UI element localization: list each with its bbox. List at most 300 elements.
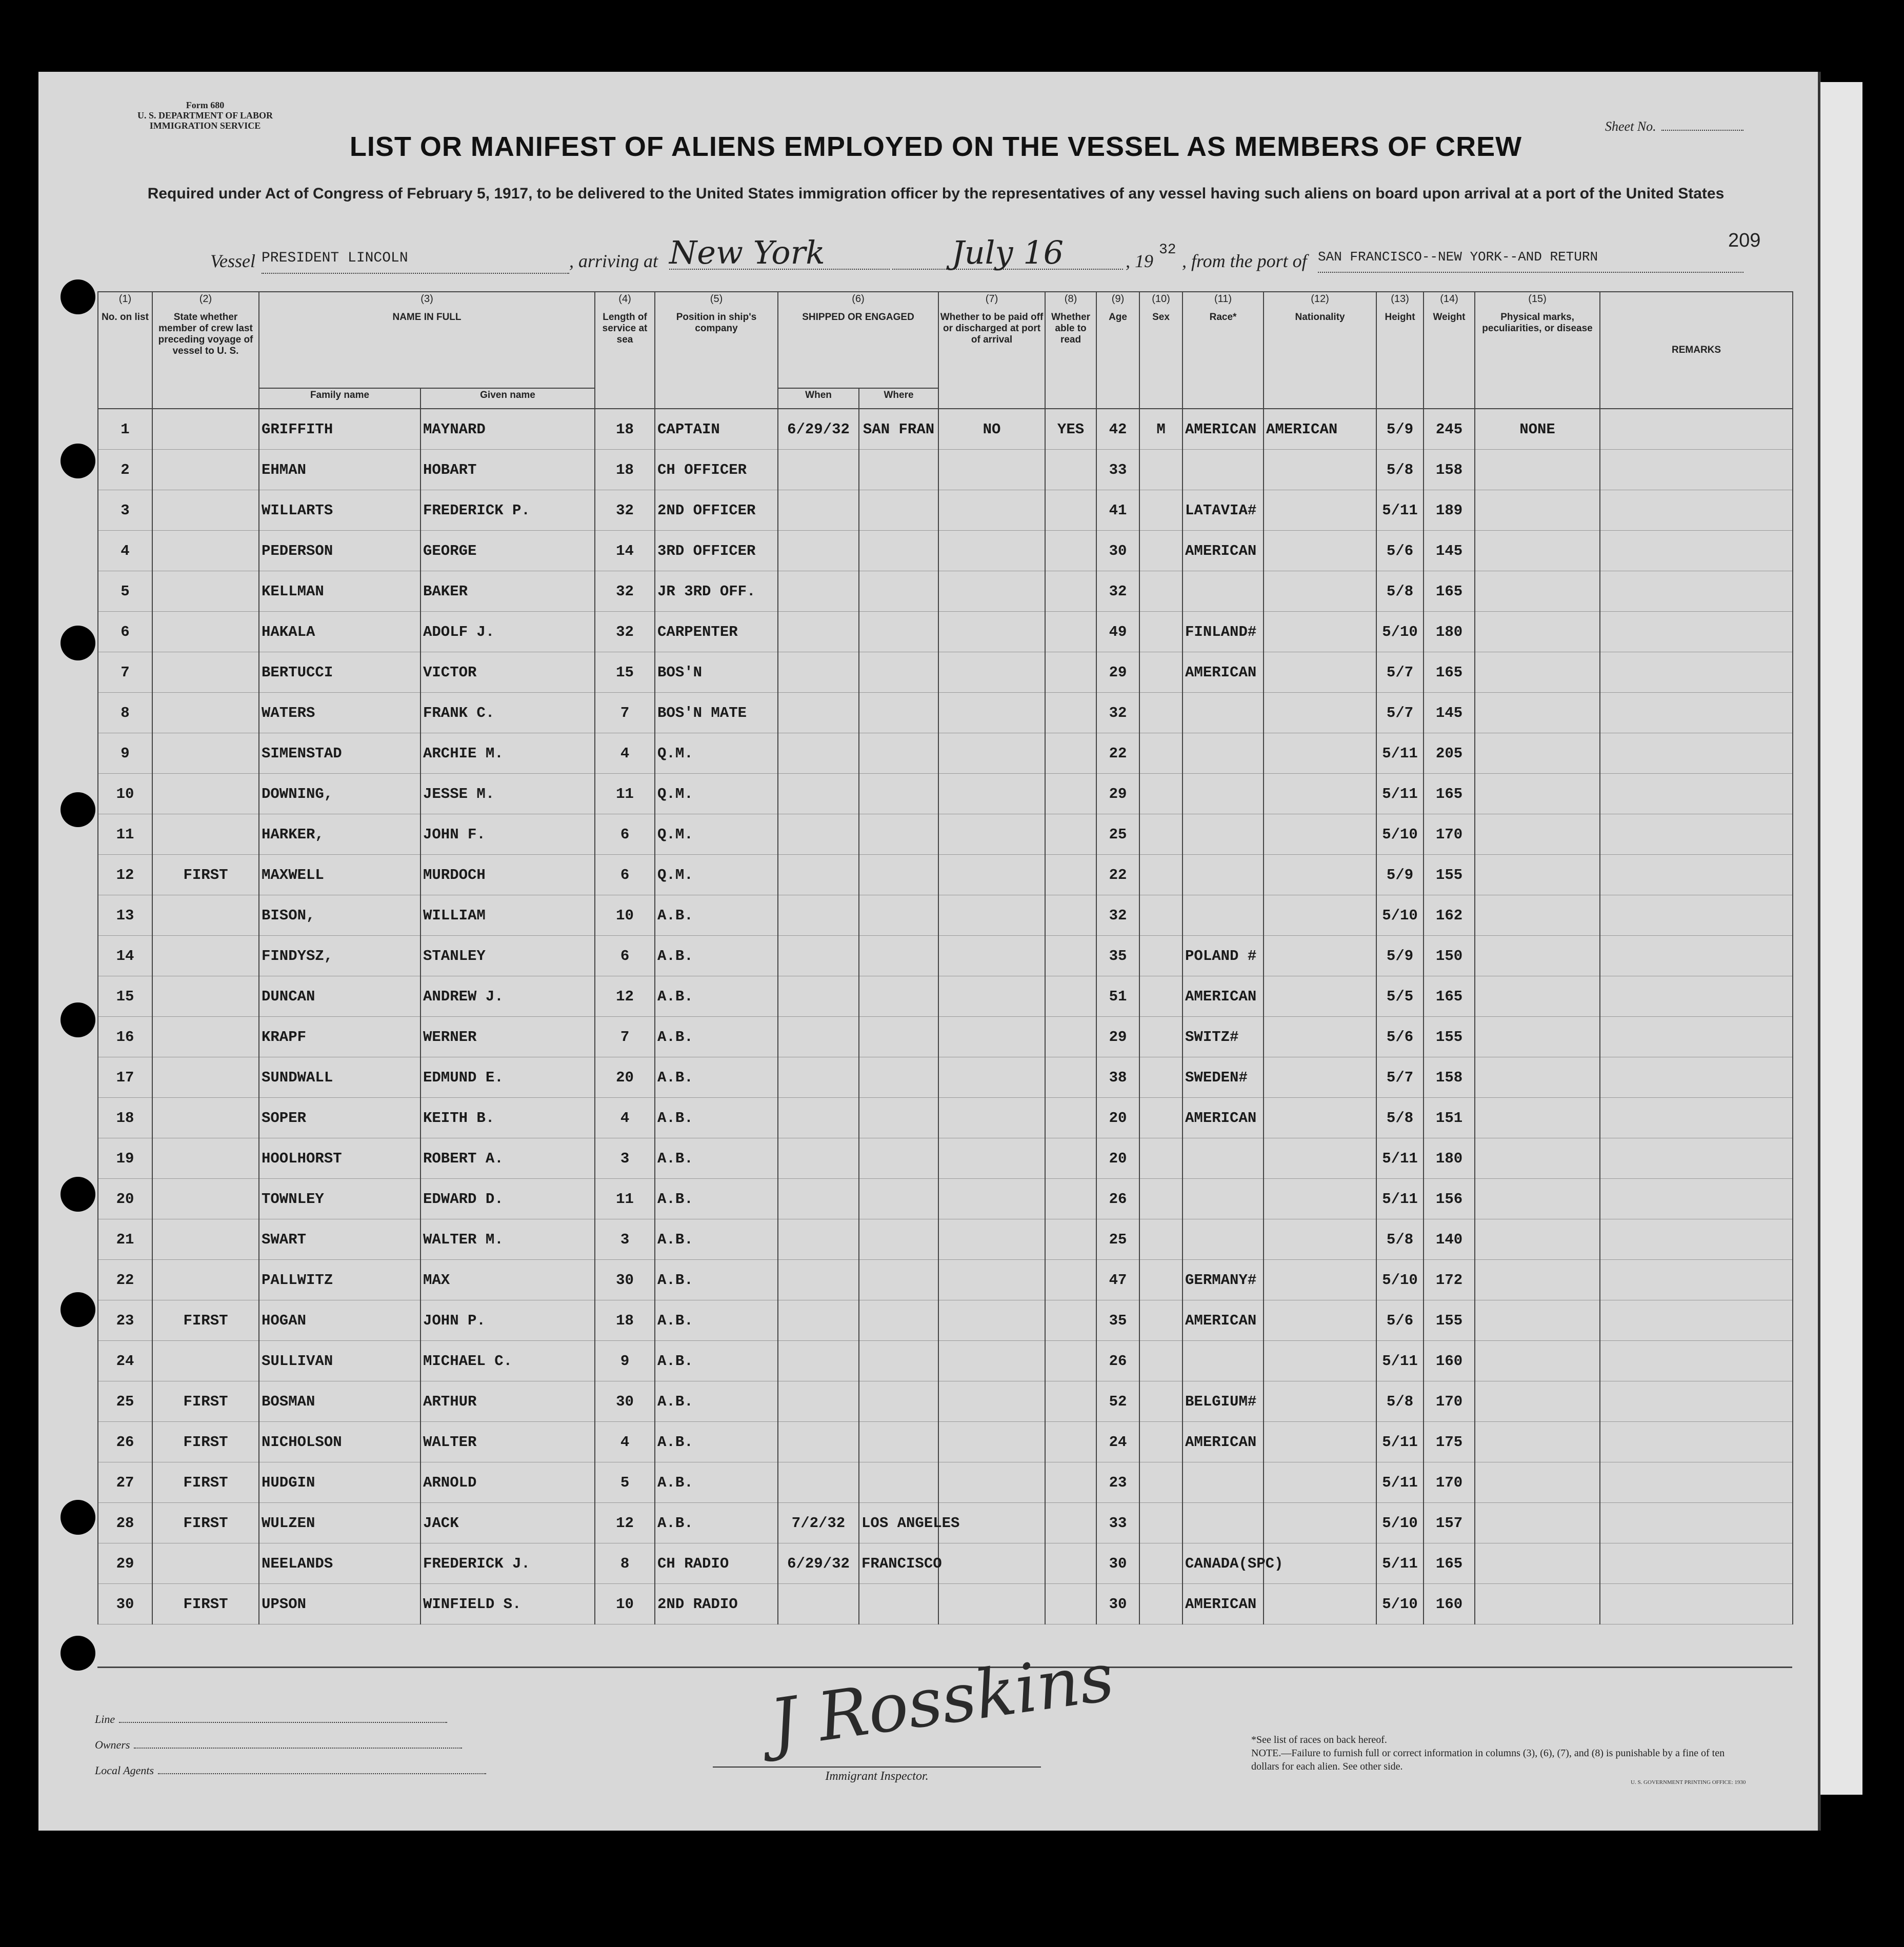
cell-where: FRANCISCO bbox=[859, 1543, 938, 1584]
cell-no: 27 bbox=[98, 1462, 152, 1503]
page-title: LIST OR MANIFEST OF ALIENS EMPLOYED ON THE VESSEL AS MEMBERS OF CREW bbox=[349, 131, 1522, 162]
cell-race bbox=[1183, 693, 1264, 733]
cell-marks bbox=[1475, 1098, 1600, 1138]
cell-where bbox=[859, 612, 938, 652]
cell-no: 9 bbox=[98, 733, 152, 774]
cell-family: BOSMAN bbox=[259, 1381, 420, 1422]
cell-prior bbox=[152, 490, 259, 531]
cell-remarks bbox=[1600, 1341, 1793, 1381]
cell-race: AMERICAN bbox=[1183, 531, 1264, 571]
col-num: (11) bbox=[1214, 293, 1232, 305]
cell-read bbox=[1045, 1422, 1096, 1462]
cell-family: HUDGIN bbox=[259, 1462, 420, 1503]
cell-when bbox=[778, 1017, 859, 1057]
cell-prior bbox=[152, 693, 259, 733]
cell-prior bbox=[152, 1260, 259, 1300]
cell-prior bbox=[152, 733, 259, 774]
cell-weight: 170 bbox=[1424, 1381, 1475, 1422]
cell-weight: 175 bbox=[1424, 1422, 1475, 1462]
cell-age: 35 bbox=[1096, 1300, 1139, 1341]
cell-read bbox=[1045, 1138, 1096, 1179]
cell-read bbox=[1045, 1543, 1096, 1584]
cell-no: 11 bbox=[98, 814, 152, 855]
cell-when bbox=[778, 1300, 859, 1341]
cell-marks bbox=[1475, 571, 1600, 612]
cell-sex bbox=[1139, 976, 1183, 1017]
cell-given: WILLIAM bbox=[420, 895, 595, 936]
printer-imprint: U. S. GOVERNMENT PRINTING OFFICE: 1930 bbox=[1631, 1779, 1746, 1785]
cell-race bbox=[1183, 733, 1264, 774]
cell-position: 2ND OFFICER bbox=[655, 490, 778, 531]
cell-weight: 145 bbox=[1424, 531, 1475, 571]
cell-read bbox=[1045, 1179, 1096, 1219]
col-header-shipped bbox=[778, 292, 938, 388]
cell-where bbox=[859, 936, 938, 976]
cell-height: 5/8 bbox=[1376, 1098, 1424, 1138]
cell-service: 7 bbox=[595, 1017, 655, 1057]
cell-race bbox=[1183, 571, 1264, 612]
cell-no: 18 bbox=[98, 1098, 152, 1138]
cell-given: GEORGE bbox=[420, 531, 595, 571]
cell-service: 32 bbox=[595, 571, 655, 612]
cell-prior bbox=[152, 571, 259, 612]
table-row bbox=[98, 1584, 1793, 1624]
cell-sex bbox=[1139, 1543, 1183, 1584]
cell-race: BELGIUM# bbox=[1183, 1381, 1264, 1422]
cell-age: 29 bbox=[1096, 1017, 1139, 1057]
cell-paid bbox=[938, 450, 1045, 490]
cell-paid bbox=[938, 693, 1045, 733]
cell-service: 15 bbox=[595, 652, 655, 693]
cell-no: 22 bbox=[98, 1260, 152, 1300]
table-row bbox=[98, 733, 1793, 774]
cell-age: 32 bbox=[1096, 571, 1139, 612]
cell-age: 35 bbox=[1096, 936, 1139, 976]
cell-prior bbox=[152, 1138, 259, 1179]
cell-age: 33 bbox=[1096, 450, 1139, 490]
cell-family: EHMAN bbox=[259, 450, 420, 490]
cell-height: 5/10 bbox=[1376, 895, 1424, 936]
form-line: IMMIGRATION SERVICE bbox=[149, 121, 261, 131]
cell-nationality bbox=[1264, 1260, 1376, 1300]
cell-when bbox=[778, 1179, 859, 1219]
cell-paid bbox=[938, 814, 1045, 855]
cell-nationality bbox=[1264, 1584, 1376, 1624]
cell-marks bbox=[1475, 1341, 1600, 1381]
table-row bbox=[98, 1300, 1793, 1341]
cell-marks bbox=[1475, 1584, 1600, 1624]
cell-nationality bbox=[1264, 571, 1376, 612]
cell-marks bbox=[1475, 895, 1600, 936]
arrival-date: July 16 bbox=[892, 234, 1123, 270]
cell-family: HAKALA bbox=[259, 612, 420, 652]
cell-sex bbox=[1139, 450, 1183, 490]
cell-race: AMERICAN bbox=[1183, 409, 1264, 450]
cell-age: 47 bbox=[1096, 1260, 1139, 1300]
cell-position: Q.M. bbox=[655, 774, 778, 814]
cell-service: 10 bbox=[595, 895, 655, 936]
cell-where bbox=[859, 1017, 938, 1057]
cell-family: HOGAN bbox=[259, 1300, 420, 1341]
table-row bbox=[98, 1462, 1793, 1503]
cell-remarks bbox=[1600, 936, 1793, 976]
cell-weight: 165 bbox=[1424, 976, 1475, 1017]
cell-given: WALTER bbox=[420, 1422, 595, 1462]
cell-marks bbox=[1475, 1260, 1600, 1300]
col-num: (14) bbox=[1440, 293, 1458, 305]
cell-race bbox=[1183, 1219, 1264, 1260]
cell-marks bbox=[1475, 976, 1600, 1017]
cell-service: 10 bbox=[595, 1584, 655, 1624]
footer-agents-field bbox=[95, 1764, 486, 1777]
cell-nationality bbox=[1264, 1462, 1376, 1503]
cell-no: 12 bbox=[98, 855, 152, 895]
table-row bbox=[98, 490, 1793, 531]
cell-read bbox=[1045, 936, 1096, 976]
cell-when bbox=[778, 1057, 859, 1098]
cell-marks bbox=[1475, 1219, 1600, 1260]
cell-position: 2ND RADIO bbox=[655, 1584, 778, 1624]
cell-given: WINFIELD S. bbox=[420, 1584, 595, 1624]
cell-sex bbox=[1139, 1503, 1183, 1543]
cell-position: A.B. bbox=[655, 1462, 778, 1503]
cell-sex bbox=[1139, 693, 1183, 733]
cell-age: 20 bbox=[1096, 1098, 1139, 1138]
cell-sex bbox=[1139, 652, 1183, 693]
cell-service: 6 bbox=[595, 814, 655, 855]
col-header-no bbox=[98, 292, 152, 409]
cell-marks bbox=[1475, 936, 1600, 976]
cell-paid bbox=[938, 1260, 1045, 1300]
cell-paid bbox=[938, 774, 1045, 814]
cell-age: 33 bbox=[1096, 1503, 1139, 1543]
cell-family: FINDYSZ, bbox=[259, 936, 420, 976]
cell-service: 11 bbox=[595, 774, 655, 814]
cell-prior bbox=[152, 895, 259, 936]
cell-when bbox=[778, 936, 859, 976]
cell-sex bbox=[1139, 612, 1183, 652]
cell-race: GERMANY# bbox=[1183, 1260, 1264, 1300]
col-header-weight bbox=[1424, 292, 1475, 409]
cell-given: STANLEY bbox=[420, 936, 595, 976]
cell-family: PALLWITZ bbox=[259, 1260, 420, 1300]
cell-prior: FIRST bbox=[152, 1381, 259, 1422]
cell-paid bbox=[938, 652, 1045, 693]
cell-nationality bbox=[1264, 895, 1376, 936]
cell-service: 4 bbox=[595, 1422, 655, 1462]
table-row bbox=[98, 531, 1793, 571]
col-num: (7) bbox=[985, 293, 998, 305]
cell-family: GRIFFITH bbox=[259, 409, 420, 450]
cell-race: AMERICAN bbox=[1183, 1098, 1264, 1138]
cell-nationality bbox=[1264, 855, 1376, 895]
cell-read bbox=[1045, 490, 1096, 531]
cell-position: Q.M. bbox=[655, 733, 778, 774]
cell-where bbox=[859, 1422, 938, 1462]
cell-marks bbox=[1475, 855, 1600, 895]
table-row bbox=[98, 571, 1793, 612]
cell-read bbox=[1045, 571, 1096, 612]
cell-paid bbox=[938, 490, 1045, 531]
cell-prior: FIRST bbox=[152, 1462, 259, 1503]
cell-marks bbox=[1475, 1179, 1600, 1219]
cell-no: 20 bbox=[98, 1179, 152, 1219]
cell-no: 17 bbox=[98, 1057, 152, 1098]
cell-service: 12 bbox=[595, 1503, 655, 1543]
cell-given: ARTHUR bbox=[420, 1381, 595, 1422]
cell-weight: 189 bbox=[1424, 490, 1475, 531]
binder-hole bbox=[61, 792, 95, 827]
col-header-where: Where bbox=[859, 388, 938, 409]
cell-where bbox=[859, 895, 938, 936]
col-header-age bbox=[1096, 292, 1139, 409]
cell-race bbox=[1183, 450, 1264, 490]
cell-race bbox=[1183, 1138, 1264, 1179]
binder-hole bbox=[61, 1636, 95, 1671]
cell-no: 10 bbox=[98, 774, 152, 814]
cell-position: A.B. bbox=[655, 1017, 778, 1057]
table-row bbox=[98, 1179, 1793, 1219]
cell-service: 9 bbox=[595, 1341, 655, 1381]
cell-age: 30 bbox=[1096, 1584, 1139, 1624]
cell-no: 14 bbox=[98, 936, 152, 976]
cell-height: 5/11 bbox=[1376, 1543, 1424, 1584]
table-row bbox=[98, 814, 1793, 855]
year-suffix: 32 bbox=[1159, 242, 1176, 258]
cell-weight: 158 bbox=[1424, 450, 1475, 490]
cell-service: 30 bbox=[595, 1381, 655, 1422]
cell-service: 30 bbox=[595, 1260, 655, 1300]
cell-where: SAN FRAN bbox=[859, 409, 938, 450]
cell-when bbox=[778, 733, 859, 774]
cell-position: A.B. bbox=[655, 1260, 778, 1300]
cell-age: 32 bbox=[1096, 895, 1139, 936]
cell-given: ROBERT A. bbox=[420, 1138, 595, 1179]
cell-sex bbox=[1139, 1381, 1183, 1422]
col-num: (4) bbox=[618, 293, 631, 305]
cell-marks bbox=[1475, 1422, 1600, 1462]
cell-given: FREDERICK J. bbox=[420, 1543, 595, 1584]
cell-race: AMERICAN bbox=[1183, 1584, 1264, 1624]
cell-age: 52 bbox=[1096, 1381, 1139, 1422]
cell-nationality bbox=[1264, 1098, 1376, 1138]
table-row bbox=[98, 652, 1793, 693]
cell-given: MAYNARD bbox=[420, 409, 595, 450]
cell-prior bbox=[152, 1219, 259, 1260]
cell-read bbox=[1045, 1503, 1096, 1543]
cell-where bbox=[859, 1179, 938, 1219]
col-label: No. on list bbox=[102, 312, 149, 323]
races-note: *See list of races on back hereof. bbox=[1251, 1734, 1387, 1745]
cell-height: 5/7 bbox=[1376, 652, 1424, 693]
cell-family: SOPER bbox=[259, 1098, 420, 1138]
table-row bbox=[98, 693, 1793, 733]
cell-sex bbox=[1139, 1422, 1183, 1462]
form-number bbox=[103, 100, 308, 131]
cell-paid bbox=[938, 1422, 1045, 1462]
table-row bbox=[98, 1098, 1793, 1138]
cell-sex bbox=[1139, 1098, 1183, 1138]
col-num: (9) bbox=[1111, 293, 1125, 305]
inspector-signature: J Rosskins bbox=[765, 1637, 1119, 1763]
cell-where bbox=[859, 693, 938, 733]
cell-service: 6 bbox=[595, 855, 655, 895]
binder-hole bbox=[61, 1500, 95, 1535]
cell-remarks bbox=[1600, 409, 1793, 450]
cell-height: 5/10 bbox=[1376, 814, 1424, 855]
cell-where bbox=[859, 531, 938, 571]
cell-read bbox=[1045, 652, 1096, 693]
cell-when bbox=[778, 450, 859, 490]
cell-height: 5/10 bbox=[1376, 1260, 1424, 1300]
cell-sex bbox=[1139, 895, 1183, 936]
cell-paid bbox=[938, 1098, 1045, 1138]
cell-height: 5/8 bbox=[1376, 450, 1424, 490]
col-num: (3) bbox=[420, 293, 433, 305]
cell-service: 5 bbox=[595, 1462, 655, 1503]
cell-position: CARPENTER bbox=[655, 612, 778, 652]
col-header-when: When bbox=[778, 388, 859, 409]
cell-when bbox=[778, 895, 859, 936]
cell-weight: 157 bbox=[1424, 1503, 1475, 1543]
cell-family: DUNCAN bbox=[259, 976, 420, 1017]
table-row bbox=[98, 976, 1793, 1017]
cell-weight: 160 bbox=[1424, 1584, 1475, 1624]
col-label: Whether able to read bbox=[1051, 312, 1091, 345]
cell-remarks bbox=[1600, 733, 1793, 774]
cell-prior bbox=[152, 936, 259, 976]
cell-nationality bbox=[1264, 774, 1376, 814]
cell-marks bbox=[1475, 531, 1600, 571]
col-label: Physical marks, peculiarities, or disease bbox=[1482, 312, 1593, 334]
cell-service: 18 bbox=[595, 450, 655, 490]
cell-when bbox=[778, 814, 859, 855]
col-label: Position in ship's company bbox=[676, 312, 757, 334]
cell-marks bbox=[1475, 774, 1600, 814]
cell-when: 6/29/32 bbox=[778, 409, 859, 450]
binder-hole bbox=[61, 444, 95, 478]
footer-line-field bbox=[95, 1713, 447, 1726]
cell-given: JESSE M. bbox=[420, 774, 595, 814]
cell-when bbox=[778, 693, 859, 733]
cell-weight: 205 bbox=[1424, 733, 1475, 774]
cell-remarks bbox=[1600, 1381, 1793, 1422]
col-header-family: Family name bbox=[259, 388, 420, 409]
col-header-nationality bbox=[1264, 292, 1376, 409]
cell-paid bbox=[938, 531, 1045, 571]
agents-blank bbox=[158, 1773, 486, 1774]
cell-position: A.B. bbox=[655, 1138, 778, 1179]
cell-marks bbox=[1475, 490, 1600, 531]
cell-remarks bbox=[1600, 1584, 1793, 1624]
cell-position: A.B. bbox=[655, 1179, 778, 1219]
cell-sex bbox=[1139, 490, 1183, 531]
cell-nationality bbox=[1264, 1300, 1376, 1341]
cell-when bbox=[778, 490, 859, 531]
col-num: (6) bbox=[852, 293, 865, 305]
owners-label: Owners bbox=[95, 1738, 130, 1751]
cell-sex bbox=[1139, 1179, 1183, 1219]
cell-where bbox=[859, 855, 938, 895]
cell-race: AMERICAN bbox=[1183, 1422, 1264, 1462]
col-label: REMARKS bbox=[1672, 345, 1721, 355]
cell-weight: 180 bbox=[1424, 612, 1475, 652]
cell-marks bbox=[1475, 733, 1600, 774]
cell-remarks bbox=[1600, 1017, 1793, 1057]
cell-position: A.B. bbox=[655, 1422, 778, 1462]
cell-family: NICHOLSON bbox=[259, 1422, 420, 1462]
cell-where bbox=[859, 1057, 938, 1098]
cell-no: 13 bbox=[98, 895, 152, 936]
cell-where bbox=[859, 1138, 938, 1179]
cell-read bbox=[1045, 1098, 1096, 1138]
cell-marks bbox=[1475, 693, 1600, 733]
cell-service: 6 bbox=[595, 936, 655, 976]
cell-sex bbox=[1139, 1017, 1183, 1057]
cell-race: CANADA(SPC) bbox=[1183, 1543, 1264, 1584]
cell-weight: 158 bbox=[1424, 1057, 1475, 1098]
cell-position: JR 3RD OFF. bbox=[655, 571, 778, 612]
cell-read bbox=[1045, 693, 1096, 733]
col-label: State whether member of crew last preceding voyage of vessel to U. S. bbox=[158, 312, 253, 356]
cell-nationality bbox=[1264, 612, 1376, 652]
cell-position: CH RADIO bbox=[655, 1543, 778, 1584]
cell-height: 5/10 bbox=[1376, 1584, 1424, 1624]
cell-sex bbox=[1139, 1462, 1183, 1503]
cell-position: BOS'N MATE bbox=[655, 693, 778, 733]
cell-given: EDWARD D. bbox=[420, 1179, 595, 1219]
cell-prior bbox=[152, 814, 259, 855]
cell-read bbox=[1045, 774, 1096, 814]
cell-given: KEITH B. bbox=[420, 1098, 595, 1138]
table-row bbox=[98, 1422, 1793, 1462]
cell-read bbox=[1045, 733, 1096, 774]
footer-owners-field bbox=[95, 1738, 462, 1752]
cell-paid bbox=[938, 612, 1045, 652]
cell-service: 18 bbox=[595, 409, 655, 450]
cell-marks bbox=[1475, 612, 1600, 652]
cell-where bbox=[859, 571, 938, 612]
cell-nationality bbox=[1264, 693, 1376, 733]
cell-service: 7 bbox=[595, 693, 655, 733]
cell-family: NEELANDS bbox=[259, 1543, 420, 1584]
cell-given: VICTOR bbox=[420, 652, 595, 693]
cell-when bbox=[778, 1138, 859, 1179]
cell-marks bbox=[1475, 1543, 1600, 1584]
from-port: SAN FRANCISCO--NEW YORK--AND RETURN bbox=[1318, 246, 1743, 273]
cell-read bbox=[1045, 1381, 1096, 1422]
cell-no: 30 bbox=[98, 1584, 152, 1624]
owners-blank bbox=[134, 1748, 462, 1749]
col-num: (15) bbox=[1528, 293, 1547, 305]
table-row bbox=[98, 1260, 1793, 1300]
cell-weight: 156 bbox=[1424, 1179, 1475, 1219]
cell-weight: 162 bbox=[1424, 895, 1475, 936]
cell-read bbox=[1045, 855, 1096, 895]
cell-where bbox=[859, 733, 938, 774]
cell-no: 19 bbox=[98, 1138, 152, 1179]
cell-paid bbox=[938, 1584, 1045, 1624]
table-row bbox=[98, 1057, 1793, 1098]
cell-age: 29 bbox=[1096, 652, 1139, 693]
cell-nationality bbox=[1264, 1017, 1376, 1057]
cell-height: 5/9 bbox=[1376, 855, 1424, 895]
cell-when bbox=[778, 652, 859, 693]
cell-where bbox=[859, 1462, 938, 1503]
table-row bbox=[98, 1341, 1793, 1381]
cell-paid bbox=[938, 1462, 1045, 1503]
cell-paid bbox=[938, 571, 1045, 612]
